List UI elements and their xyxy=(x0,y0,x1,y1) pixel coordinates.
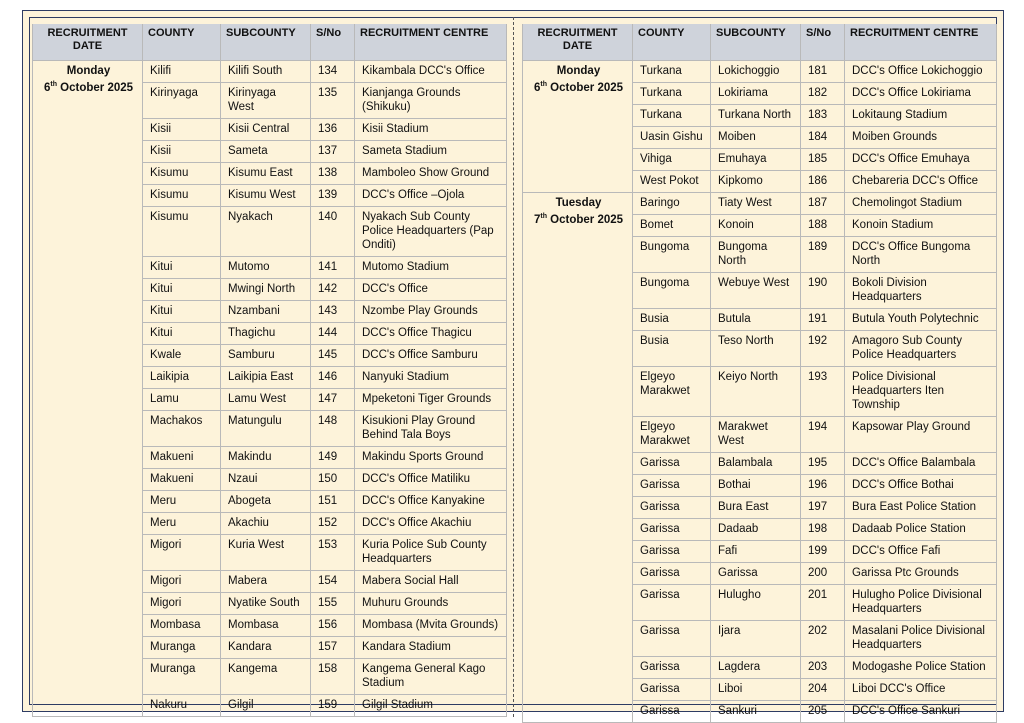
centre-cell: Police Divisional Headquarters Iten Township xyxy=(845,367,997,417)
sno-cell: 203 xyxy=(801,657,845,679)
county-cell: Makueni xyxy=(143,447,221,469)
subcounty-cell: Nzaui xyxy=(221,469,311,491)
left-table-body xyxy=(33,61,507,717)
subcounty-cell: Kuria West xyxy=(221,535,311,571)
sno-cell: 158 xyxy=(311,659,355,695)
subcounty-cell: Butula xyxy=(711,309,801,331)
sno-cell: 135 xyxy=(311,83,355,119)
county-cell: Kitui xyxy=(143,257,221,279)
sno-cell: 187 xyxy=(801,193,845,215)
county-cell: Mombasa xyxy=(143,615,221,637)
subcounty-cell: Samburu xyxy=(221,345,311,367)
subcounty-cell: Fafi xyxy=(711,541,801,563)
date-month-year: October 2025 xyxy=(546,81,624,94)
subcounty-cell: Kipkomo xyxy=(711,171,801,193)
sno-cell: 140 xyxy=(311,207,355,257)
subcounty-cell: Kisumu West xyxy=(221,185,311,207)
subcounty-cell: Kangema xyxy=(221,659,311,695)
centre-cell: Amagoro Sub County Police Headquarters xyxy=(845,331,997,367)
county-cell: Bomet xyxy=(633,215,711,237)
centre-cell: DCC's Office Matiliku xyxy=(355,469,507,491)
sno-cell: 159 xyxy=(311,695,355,717)
subcounty-cell: Mwingi North xyxy=(221,279,311,301)
subcounty-cell: Thagichu xyxy=(221,323,311,345)
county-cell: Machakos xyxy=(143,411,221,447)
subcounty-cell: Ijara xyxy=(711,621,801,657)
subcounty-cell: Liboi xyxy=(711,679,801,701)
sno-cell: 157 xyxy=(311,637,355,659)
county-cell: Elgeyo Marakwet xyxy=(633,417,711,453)
subcounty-cell: Kisii Central xyxy=(221,119,311,141)
county-cell: Makueni xyxy=(143,469,221,491)
subcounty-cell: Moiben xyxy=(711,127,801,149)
centre-cell: Makindu Sports Ground xyxy=(355,447,507,469)
date-suffix: th xyxy=(540,81,547,88)
subcounty-cell: Kandara xyxy=(221,637,311,659)
county-cell: Migori xyxy=(143,571,221,593)
county-cell: Garissa xyxy=(633,621,711,657)
county-cell: Garissa xyxy=(633,541,711,563)
centre-cell: Kandara Stadium xyxy=(355,637,507,659)
sno-cell: 155 xyxy=(311,593,355,615)
centre-cell: DCC's Office Emuhaya xyxy=(845,149,997,171)
subcounty-cell: Abogeta xyxy=(221,491,311,513)
centre-cell: Nyakach Sub County Police Headquarters (Pap Onditi) xyxy=(355,207,507,257)
subcounty-cell: Dadaab xyxy=(711,519,801,541)
subcounty-cell: Lokiriama xyxy=(711,83,801,105)
date-day: Monday xyxy=(66,65,111,77)
county-cell: Garissa xyxy=(633,657,711,679)
sno-cell: 198 xyxy=(801,519,845,541)
county-cell: Kitui xyxy=(143,323,221,345)
left-table-header xyxy=(33,24,507,61)
subcounty-cell: Garissa xyxy=(711,563,801,585)
date-line xyxy=(530,78,627,95)
county-cell: Kilifi xyxy=(143,61,221,83)
header-sno: S/No xyxy=(311,24,355,61)
date-month-year: October 2025 xyxy=(546,213,624,226)
centre-cell: Kisukioni Play Ground Behind Tala Boys xyxy=(355,411,507,447)
subcounty-cell: Hulugho xyxy=(711,585,801,621)
centre-cell: Modogashe Police Station xyxy=(845,657,997,679)
table-row xyxy=(33,61,507,83)
sno-cell: 196 xyxy=(801,475,845,497)
sno-cell: 139 xyxy=(311,185,355,207)
county-cell: Garissa xyxy=(633,701,711,723)
sno-cell: 148 xyxy=(311,411,355,447)
header-recruitment-date: RECRUITMENT DATE xyxy=(33,24,143,61)
centre-cell: Garissa Ptc Grounds xyxy=(845,563,997,585)
sno-cell: 185 xyxy=(801,149,845,171)
header-recruitment-date: RECRUITMENT DATE xyxy=(523,24,633,61)
county-cell: Meru xyxy=(143,491,221,513)
right-schedule-table xyxy=(522,24,997,723)
subcounty-cell: Kilifi South xyxy=(221,61,311,83)
centre-cell: DCC's Office Bothai xyxy=(845,475,997,497)
date-number: 7 xyxy=(533,213,541,226)
date-day: Tuesday xyxy=(555,197,602,209)
county-cell: Vihiga xyxy=(633,149,711,171)
sno-cell: 193 xyxy=(801,367,845,417)
header-recruitment-centre: RECRUITMENT CENTRE xyxy=(355,24,507,61)
centre-cell: DCC's Office Lokiriama xyxy=(845,83,997,105)
centre-cell: Konoin Stadium xyxy=(845,215,997,237)
centre-cell: DCC's Office –Ojola xyxy=(355,185,507,207)
county-cell: Kisumu xyxy=(143,163,221,185)
centre-cell: Kangema General Kago Stadium xyxy=(355,659,507,695)
subcounty-cell: Bungoma North xyxy=(711,237,801,273)
date-line xyxy=(530,210,627,227)
centre-cell: Mombasa (Mvita Grounds) xyxy=(355,615,507,637)
county-cell: Muranga xyxy=(143,637,221,659)
centre-cell: DCC's Office Lokichoggio xyxy=(845,61,997,83)
date-day: Monday xyxy=(556,65,601,77)
subcounty-cell: Kisumu East xyxy=(221,163,311,185)
county-cell: Bungoma xyxy=(633,237,711,273)
header-subcounty: SUBCOUNTY xyxy=(711,24,801,61)
sno-cell: 190 xyxy=(801,273,845,309)
header-sno: S/No xyxy=(801,24,845,61)
subcounty-cell: Turkana North xyxy=(711,105,801,127)
centre-cell: Chemolingot Stadium xyxy=(845,193,997,215)
county-cell: Garissa xyxy=(633,453,711,475)
column-divider xyxy=(513,17,514,717)
centre-cell: Nzombe Play Grounds xyxy=(355,301,507,323)
subcounty-cell: Mombasa xyxy=(221,615,311,637)
subcounty-cell: Gilgil xyxy=(221,695,311,717)
subcounty-cell: Emuhaya xyxy=(711,149,801,171)
centre-cell: Moiben Grounds xyxy=(845,127,997,149)
subcounty-cell: Kirinyaga West xyxy=(221,83,311,119)
county-cell: Lamu xyxy=(143,389,221,411)
sno-cell: 149 xyxy=(311,447,355,469)
county-cell: Turkana xyxy=(633,83,711,105)
subcounty-cell: Nzambani xyxy=(221,301,311,323)
sno-cell: 192 xyxy=(801,331,845,367)
centre-cell: Kisii Stadium xyxy=(355,119,507,141)
sno-cell: 182 xyxy=(801,83,845,105)
county-cell: Elgeyo Marakwet xyxy=(633,367,711,417)
county-cell: Busia xyxy=(633,309,711,331)
centre-cell: Bokoli Division Headquarters xyxy=(845,273,997,309)
centre-cell: Gilgil Stadium xyxy=(355,695,507,717)
centre-cell: Muhuru Grounds xyxy=(355,593,507,615)
centre-cell: Chebareria DCC's Office xyxy=(845,171,997,193)
date-suffix: th xyxy=(50,81,57,88)
subcounty-cell: Konoin xyxy=(711,215,801,237)
subcounty-cell: Nyakach xyxy=(221,207,311,257)
right-table-body xyxy=(523,61,997,723)
county-cell: Bungoma xyxy=(633,273,711,309)
county-cell: Garissa xyxy=(633,679,711,701)
sno-cell: 151 xyxy=(311,491,355,513)
subcounty-cell: Lokichoggio xyxy=(711,61,801,83)
subcounty-cell: Mutomo xyxy=(221,257,311,279)
sno-cell: 154 xyxy=(311,571,355,593)
centre-cell: DCC's Office Thagicu xyxy=(355,323,507,345)
sno-cell: 188 xyxy=(801,215,845,237)
county-cell: Migori xyxy=(143,535,221,571)
county-cell: Garissa xyxy=(633,475,711,497)
centre-cell: Kianjanga Grounds (Shikuku) xyxy=(355,83,507,119)
centre-cell: Kapsowar Play Ground xyxy=(845,417,997,453)
sno-cell: 142 xyxy=(311,279,355,301)
subcounty-cell: Balambala xyxy=(711,453,801,475)
centre-cell: DCC's Office Kanyakine xyxy=(355,491,507,513)
date-cell xyxy=(523,193,633,723)
sno-cell: 137 xyxy=(311,141,355,163)
subcounty-cell: Makindu xyxy=(221,447,311,469)
subcounty-cell: Bura East xyxy=(711,497,801,519)
centre-cell: DCC's Office xyxy=(355,279,507,301)
centre-cell: Hulugho Police Divisional Headquarters xyxy=(845,585,997,621)
centre-cell: DCC's Office Samburu xyxy=(355,345,507,367)
subcounty-cell: Marakwet West xyxy=(711,417,801,453)
county-cell: Nakuru xyxy=(143,695,221,717)
county-cell: Muranga xyxy=(143,659,221,695)
right-table-header xyxy=(523,24,997,61)
header-county: COUNTY xyxy=(633,24,711,61)
county-cell: Migori xyxy=(143,593,221,615)
subcounty-cell: Bothai xyxy=(711,475,801,497)
centre-cell: Butula Youth Polytechnic xyxy=(845,309,997,331)
subcounty-cell: Webuye West xyxy=(711,273,801,309)
date-cell xyxy=(33,61,143,717)
centre-cell: Liboi DCC's Office xyxy=(845,679,997,701)
sno-cell: 146 xyxy=(311,367,355,389)
sno-cell: 191 xyxy=(801,309,845,331)
subcounty-cell: Nyatike South xyxy=(221,593,311,615)
sno-cell: 136 xyxy=(311,119,355,141)
subcounty-cell: Teso North xyxy=(711,331,801,367)
centre-cell: Bura East Police Station xyxy=(845,497,997,519)
centre-cell: DCC's Office Fafi xyxy=(845,541,997,563)
county-cell: Kisii xyxy=(143,141,221,163)
header-subcounty: SUBCOUNTY xyxy=(221,24,311,61)
sno-cell: 150 xyxy=(311,469,355,491)
subcounty-cell: Tiaty West xyxy=(711,193,801,215)
subcounty-cell: Laikipia East xyxy=(221,367,311,389)
subcounty-cell: Matungulu xyxy=(221,411,311,447)
sno-cell: 201 xyxy=(801,585,845,621)
county-cell: Turkana xyxy=(633,105,711,127)
sno-cell: 194 xyxy=(801,417,845,453)
subcounty-cell: Akachiu xyxy=(221,513,311,535)
county-cell: Meru xyxy=(143,513,221,535)
centre-cell: Kikambala DCC's Office xyxy=(355,61,507,83)
centre-cell: Lokitaung Stadium xyxy=(845,105,997,127)
sno-cell: 184 xyxy=(801,127,845,149)
date-cell xyxy=(523,61,633,193)
sno-cell: 199 xyxy=(801,541,845,563)
centre-cell: Mabera Social Hall xyxy=(355,571,507,593)
centre-cell: Kuria Police Sub County Headquarters xyxy=(355,535,507,571)
county-cell: West Pokot xyxy=(633,171,711,193)
county-cell: Baringo xyxy=(633,193,711,215)
sno-cell: 186 xyxy=(801,171,845,193)
county-cell: Turkana xyxy=(633,61,711,83)
centre-cell: DCC's Office Bungoma North xyxy=(845,237,997,273)
county-cell: Garissa xyxy=(633,519,711,541)
county-cell: Garissa xyxy=(633,585,711,621)
centre-cell: Nanyuki Stadium xyxy=(355,367,507,389)
header-recruitment-centre: RECRUITMENT CENTRE xyxy=(845,24,997,61)
date-line xyxy=(40,78,137,95)
centre-cell: DCC's Office Sankuri xyxy=(845,701,997,723)
sno-cell: 200 xyxy=(801,563,845,585)
county-cell: Kirinyaga xyxy=(143,83,221,119)
sno-cell: 181 xyxy=(801,61,845,83)
county-cell: Kisii xyxy=(143,119,221,141)
county-cell: Kitui xyxy=(143,279,221,301)
table-row xyxy=(523,61,997,83)
subcounty-cell: Lagdera xyxy=(711,657,801,679)
sno-cell: 202 xyxy=(801,621,845,657)
sno-cell: 156 xyxy=(311,615,355,637)
date-month-year: October 2025 xyxy=(56,81,134,94)
county-cell: Busia xyxy=(633,331,711,367)
centre-cell: Mamboleo Show Ground xyxy=(355,163,507,185)
left-schedule-table xyxy=(32,24,507,717)
county-cell: Uasin Gishu xyxy=(633,127,711,149)
sno-cell: 134 xyxy=(311,61,355,83)
subcounty-cell: Lamu West xyxy=(221,389,311,411)
county-cell: Kitui xyxy=(143,301,221,323)
county-cell: Garissa xyxy=(633,563,711,585)
sno-cell: 144 xyxy=(311,323,355,345)
sno-cell: 205 xyxy=(801,701,845,723)
header-county: COUNTY xyxy=(143,24,221,61)
date-suffix: th xyxy=(540,213,547,220)
subcounty-cell: Sameta xyxy=(221,141,311,163)
centre-cell: Masalani Police Divisional Headquarters xyxy=(845,621,997,657)
table-row xyxy=(523,193,997,215)
subcounty-cell: Keiyo North xyxy=(711,367,801,417)
county-cell: Kwale xyxy=(143,345,221,367)
sno-cell: 204 xyxy=(801,679,845,701)
centre-cell: Mpeketoni Tiger Grounds xyxy=(355,389,507,411)
county-cell: Kisumu xyxy=(143,207,221,257)
county-cell: Garissa xyxy=(633,497,711,519)
sno-cell: 153 xyxy=(311,535,355,571)
sno-cell: 152 xyxy=(311,513,355,535)
sno-cell: 147 xyxy=(311,389,355,411)
sno-cell: 189 xyxy=(801,237,845,273)
centre-cell: DCC's Office Balambala xyxy=(845,453,997,475)
date-number: 6 xyxy=(43,81,51,94)
sno-cell: 143 xyxy=(311,301,355,323)
subcounty-cell: Mabera xyxy=(221,571,311,593)
schedule-page xyxy=(22,10,1004,717)
county-cell: Kisumu xyxy=(143,185,221,207)
sno-cell: 138 xyxy=(311,163,355,185)
centre-cell: Mutomo Stadium xyxy=(355,257,507,279)
subcounty-cell: Sankuri xyxy=(711,701,801,723)
sno-cell: 183 xyxy=(801,105,845,127)
sno-cell: 145 xyxy=(311,345,355,367)
centre-cell: DCC's Office Akachiu xyxy=(355,513,507,535)
sno-cell: 197 xyxy=(801,497,845,519)
sno-cell: 141 xyxy=(311,257,355,279)
centre-cell: Sameta Stadium xyxy=(355,141,507,163)
centre-cell: Dadaab Police Station xyxy=(845,519,997,541)
county-cell: Laikipia xyxy=(143,367,221,389)
date-number: 6 xyxy=(533,81,541,94)
sno-cell: 195 xyxy=(801,453,845,475)
